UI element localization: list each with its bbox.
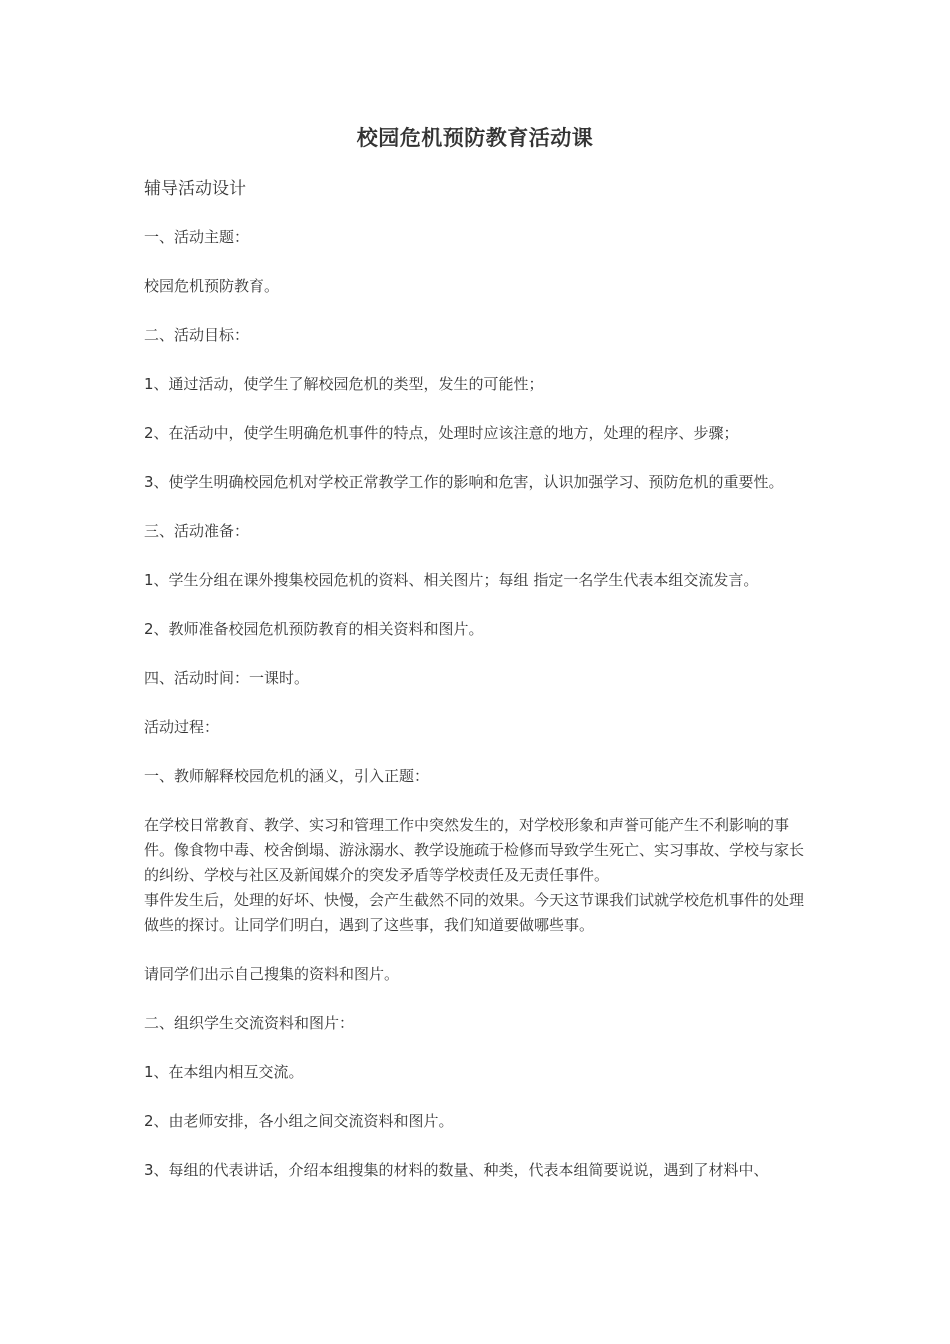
paragraph: 2、由老师安排，各小组之间交流资料和图片。 xyxy=(144,1112,454,1130)
paragraph: 3、每组的代表讲话，介绍本组搜集的材料的数量、种类，代表本组简要说说，遇到了材料中、 xyxy=(144,1161,769,1179)
document-title: 校园危机预防教育活动课 xyxy=(356,126,594,150)
paragraph: 活动过程： xyxy=(144,718,220,736)
section-subtitle: 辅导活动设计 xyxy=(144,179,246,199)
paragraph: 四、活动时间：一课时。 xyxy=(144,669,310,687)
paragraph: 二、活动目标： xyxy=(144,326,250,344)
paragraph: 请同学们出示自己搜集的资料和图片。 xyxy=(144,965,400,983)
paragraph: 一、活动主题： xyxy=(144,228,250,246)
paragraph: 三、活动准备： xyxy=(144,522,250,540)
paragraph: 3、使学生明确校园危机对学校正常教学工作的影响和危害，认识加强学习、预防危机的重要性。 xyxy=(144,473,784,491)
paragraph: 1、学生分组在课外搜集校园危机的资料、相关图片；每组 指定一名学生代表本组交流发言。 xyxy=(144,571,759,589)
paragraph: 1、通过活动，使学生了解校园危机的类型，发生的可能性； xyxy=(144,375,544,393)
paragraph: 1、在本组内相互交流。 xyxy=(144,1063,304,1081)
paragraph: 二、组织学生交流资料和图片： xyxy=(144,1014,355,1032)
document-body xyxy=(144,176,809,1183)
paragraph: 校园危机预防教育。 xyxy=(144,277,280,295)
paragraph: 2、教师准备校园危机预防教育的相关资料和图片。 xyxy=(144,620,484,638)
paragraph: 事件发生后，处理的好坏、快慢，会产生截然不同的效果。今天这节课我们试就学校危机事件的处理做些的探讨。让同学们明白，遇到了这些事，我们知道要做哪些事。 xyxy=(144,891,805,934)
paragraph: 2、在活动中，使学生明确危机事件的特点，处理时应该注意的地方，处理的程序、步骤； xyxy=(144,424,739,442)
paragraph: 在学校日常教育、教学、实习和管理工作中突然发生的，对学校形象和声誉可能产生不利影响的事件。像食物中毒、校舍倒塌、游泳溺水、教学设施疏于检修而导致学生死亡、实习事故、学校与家长的纠纷、学校与社区及新闻媒介的突发矛盾等学校责任及无责任事件。 xyxy=(144,816,805,884)
paragraph: 一、教师解释校园危机的涵义，引入正题： xyxy=(144,767,430,785)
